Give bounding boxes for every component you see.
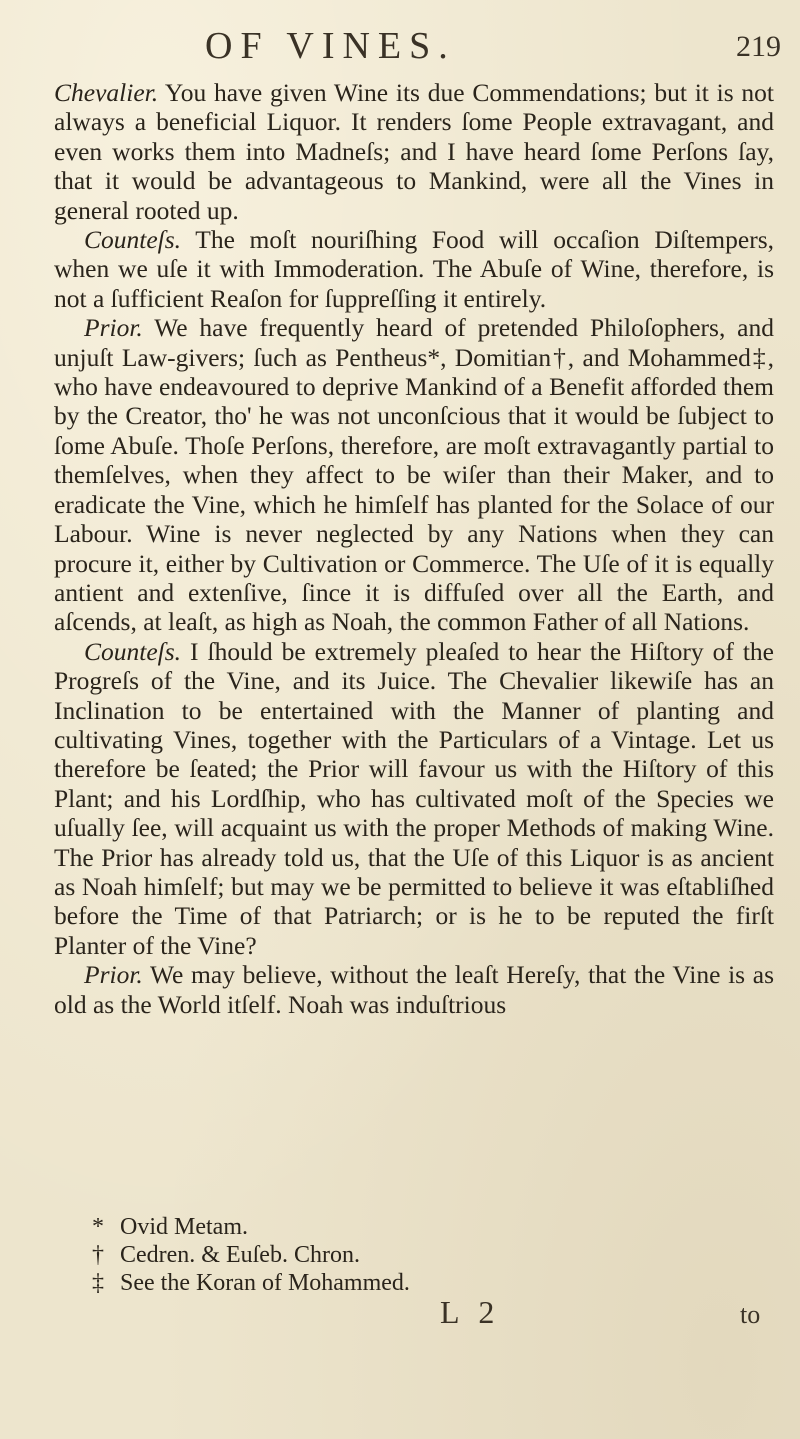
footnote-mark: †: [92, 1242, 104, 1268]
speaker-name: Prior.: [84, 313, 143, 343]
footnotes: [92, 1213, 692, 1297]
paragraph-text: We have frequently heard of pretended Philoſophers, and unjuſt Law-givers; ſuch as Pentheus*, Domitian†, and Mohammed‡, who have endeavoured to deprive Mankind of a Benefit afforded them by the Creator, tho' he was not unconſcious that it would be ſubject to ſome Abuſe. Thoſe Perſons, therefore, are moſt extravagantly partial to themſelves, when they affect to be wiſer than their Maker, and to eradicate the Vine, which he himſelf has planted for the Solace of our Labour. Wine is never neglected by any Nations when they can procure it, either by Cultivation or Commerce. The Uſe of it is equally antient and extenſive, ſince it is diffuſed over all the Earth, and aſcends, at leaſt, as high as Noah, the common Father of all Nations.: [54, 313, 774, 637]
footnote-text: Ovid Metam.: [120, 1214, 248, 1240]
footnote: [92, 1213, 692, 1241]
speaker-name: Counteſs.: [84, 225, 182, 255]
signature-mark: L 2: [440, 1294, 501, 1330]
paragraph-text: We may believe, without the leaſt Hereſy, that the Vine is as old as the World itſelf. Noah was induſtrious: [54, 960, 774, 1019]
paragraph-text: You have given Wine its due Commendations; but it is not always a beneficial Liquor. It renders ſome People extravagant, and even works them into Madneſs; and I have heard ſome Perſons ſay, that it would be advantageous to Mankind, were all the Vines in general rooted up.: [54, 78, 774, 225]
speaker-name: Prior.: [84, 960, 143, 990]
speaker-name: Counteſs.: [84, 636, 182, 666]
paragraph-chevalier-1: [54, 78, 774, 225]
body-text: [54, 78, 774, 1019]
footnote-text: Cedren. & Euſeb. Chron.: [120, 1242, 360, 1268]
paragraph-prior-1: [54, 313, 774, 636]
footnote-mark: *: [92, 1214, 104, 1240]
page-header: [0, 24, 800, 72]
running-title: OF VINES.: [205, 25, 456, 67]
footnote-text: See the Koran of Mohammed.: [120, 1270, 410, 1296]
footnote: [92, 1269, 692, 1297]
paragraph-countess-2: [54, 637, 774, 960]
paragraph-countess-1: [54, 225, 774, 313]
paragraph-prior-2: [54, 960, 774, 1019]
catchword: to: [740, 1300, 761, 1329]
paragraph-text: I ſhould be extremely pleaſed to hear the Hiſtory of the Progreſs of the Vine, and its Juice. The Chevalier likewiſe has an Inclination to be entertained with the Manner of planting and cultivating Vines, together with the Particulars of a Vintage. Let us therefore be ſeated; the Prior will favour us with the Hiſtory of this Plant; and his Lordſhip, who has cultivated moſt of the Species we uſually ſee, will acquaint us with the proper Methods of making Wine. The Prior has already told us, that the Uſe of this Liquor is as ancient as Noah himſelf; but may we be permitted to believe it was eſtabliſhed before the Time of that Patriarch; or is he to be reputed the firſt Planter of the Vine?: [54, 636, 774, 960]
footnote: [92, 1241, 692, 1269]
speaker-name: Chevalier.: [54, 78, 159, 107]
paragraph-text: The moſt nouriſhing Food will occaſion Diſtempers, when we uſe it with Immoderation. The Abuſe of Wine, therefore, is not a ſufficient Reaſon for ſuppreſſing it entirely.: [54, 225, 774, 313]
footnote-mark: ‡: [92, 1270, 104, 1296]
page-number: 219: [736, 30, 781, 63]
